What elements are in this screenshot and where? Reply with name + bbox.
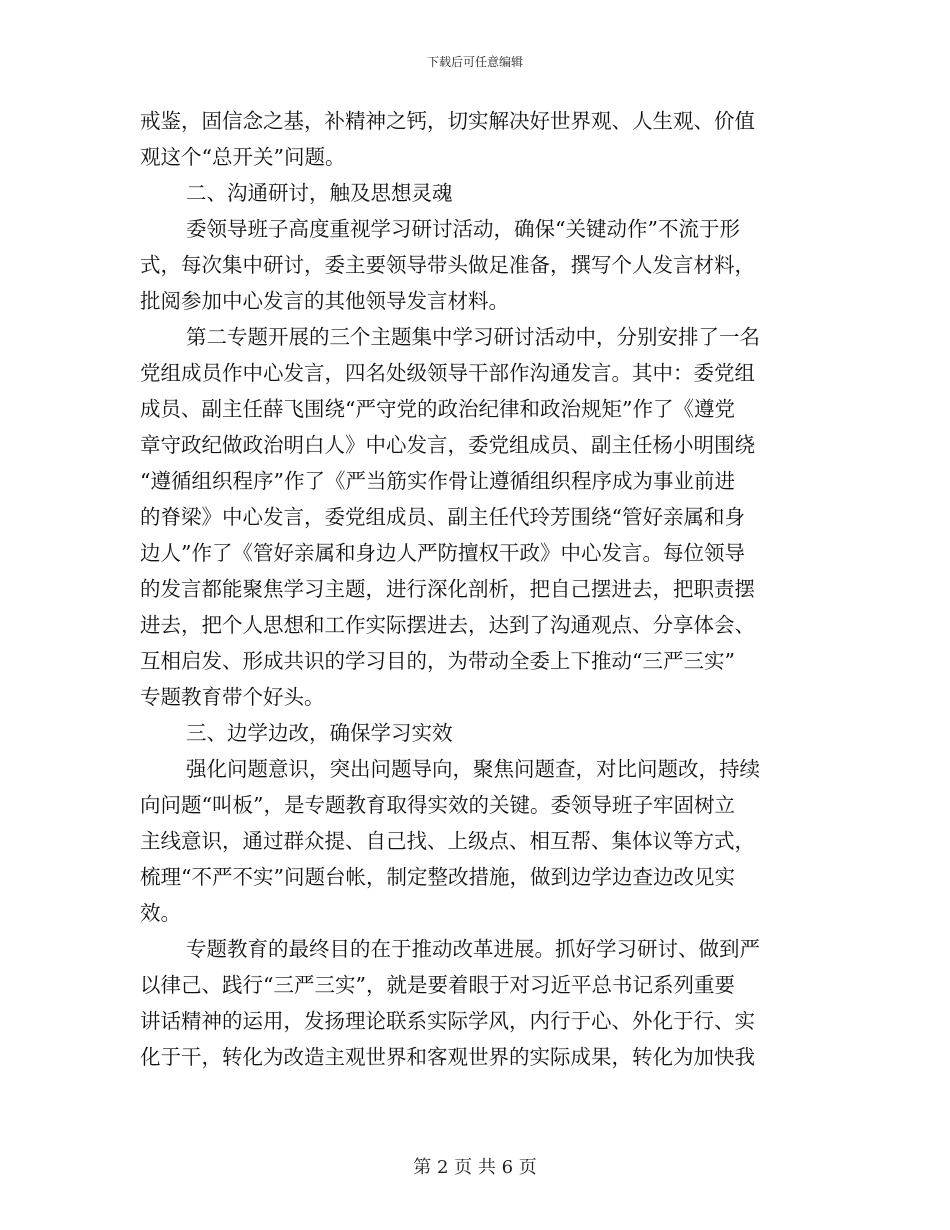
text-line: 强化问题意识，突出问题导向，聚焦问题查，对比问题改，持续	[186, 757, 760, 781]
text-line: 效。	[140, 901, 181, 925]
text-line: 化于干，转化为改造主观世界和客观世界的实际成果，转化为加快我	[140, 1045, 755, 1069]
text-line: 专题教育的最终目的在于推动改革进展。抓好学习研讨、做到严	[186, 937, 760, 961]
text-line: 批阅参加中心发言的其他领导发言材料。	[140, 289, 509, 313]
text-line: 三、边学边改，确保学习实效	[186, 721, 453, 745]
text-line: 观这个“总开关”问题。	[140, 145, 346, 169]
text-line: 主线意识，通过群众提、自己找、上级点、相互帮、集体议等方式，	[140, 829, 755, 853]
text-line: 进去，把个人思想和工作实际摆进去，达到了沟通观点、分享体会、	[140, 613, 755, 637]
text-line: 委领导班子高度重视学习研讨活动，确保“关键动作”不流于形	[186, 217, 740, 241]
text-line: 讲话精神的运用，发扬理论联系实际学风，内行于心、外化于行、实	[140, 1009, 755, 1033]
page-header: 下载后可任意编辑	[426, 55, 523, 69]
text-line: 党组成员作中心发言，四名处级领导干部作沟通发言。其中：委党组	[140, 361, 755, 385]
text-line: 式，每次集中研讨，委主要领导带头做足准备，撰写个人发言材料，	[140, 253, 755, 277]
text-line: 互相启发、形成共识的学习目的，为带动全委上下推动“三严三实”	[140, 649, 735, 673]
text-line: 第二专题开展的三个主题集中学习研讨活动中，分别安排了一名	[186, 325, 760, 349]
text-line: 成员、副主任薛飞围绕“严守党的政治纪律和政治规矩”作了《遵党	[140, 397, 735, 421]
text-line: 二、沟通研讨，触及思想灵魂	[186, 181, 453, 205]
text-line: 以律己、践行“三严三实”，就是要着眼于对习近平总书记系列重要	[140, 973, 735, 997]
text-line: 梳理“不严不实”问题台帐，制定整改措施，做到边学边查边改见实	[140, 865, 735, 889]
text-line: 的脊梁》中心发言，委党组成员、副主任代玲芳围绕“管好亲属和身	[140, 505, 745, 529]
document-body	[140, 103, 800, 1075]
text-line: 的发言都能聚焦学习主题，进行深化剖析，把自己摆进去，把职责摆	[140, 577, 755, 601]
page-number-footer: 第 2 页 共 6 页	[413, 1157, 537, 1178]
text-line: 章守政纪做政治明白人》中心发言，委党组成员、副主任杨小明围绕	[140, 433, 755, 457]
text-line: 边人”作了《管好亲属和身边人严防擅权干政》中心发言。每位领导	[140, 541, 745, 565]
text-line: 戒鉴，固信念之基，补精神之钙，切实解决好世界观、人生观、价值	[140, 109, 755, 133]
text-line: 向问题“叫板”，是专题教育取得实效的关键。委领导班子牢固树立	[140, 793, 735, 817]
text-line: 专题教育带个好头。	[140, 685, 325, 709]
text-line: “遵循组织程序”作了《严当筋实作骨让遵循组织程序成为事业前进	[140, 469, 735, 493]
